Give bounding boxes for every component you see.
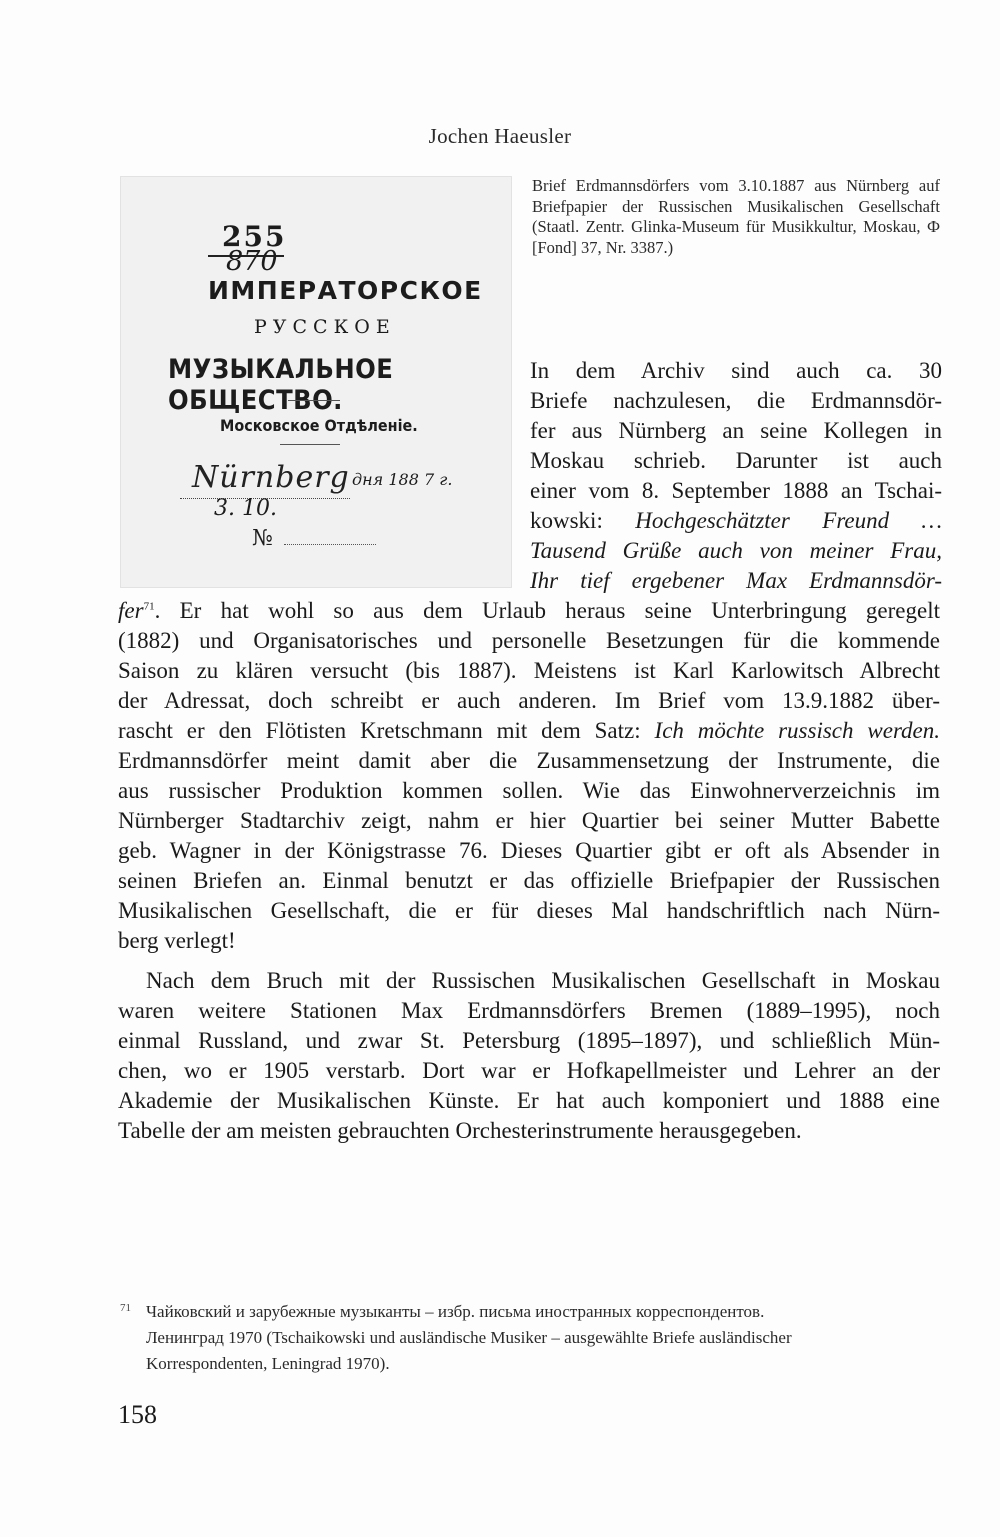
printed-number: 255 [222, 220, 287, 253]
handwritten-number: 870 [226, 246, 278, 277]
text-line [530, 508, 942, 534]
letterhead-branch: Московское Отдѣленіе. [220, 416, 418, 435]
text-line: aus russischer Produktion kommen sollen. Wie das Einwohnerverzeichnis im [118, 778, 940, 803]
handwritten-date: 3. 10. [214, 496, 277, 521]
letterhead-title: ИМПЕРАТОРСКОЕ [208, 276, 483, 305]
quote-run: Ich möchte russisch werden. [654, 718, 940, 743]
number-sign: № [252, 526, 273, 551]
text-line: chen, wo er 1905 verstarb. Dort war er Hofkapellmeister und Lehrer an der [118, 1058, 940, 1083]
text-line: Briefe nachzulesen, die Erdmannsdör- [530, 388, 942, 413]
footnote-line: Korrespondenten, Leningrad 1970). [146, 1354, 390, 1373]
quote-run: Ihr tief ergebener Max Erdmannsdör- [530, 568, 942, 593]
text-line: seinen Briefen an. Einmal benutzt er das offizielle Briefpapier der Russischen [118, 868, 940, 893]
text-line: Nach dem Bruch mit der Russischen Musikalischen Gesellschaft in Moskau [146, 968, 940, 993]
text-line [530, 538, 942, 564]
text-line: berg verlegt! [118, 928, 236, 953]
dotted-line [284, 544, 376, 545]
text-line [118, 718, 940, 744]
page-number: 158 [118, 1400, 157, 1429]
quote-run: Tausend Grüße auch von meiner Frau, [530, 538, 942, 563]
date-field-label: дня 188 7 г. [352, 470, 453, 489]
footnote-ref: 71 [143, 600, 155, 613]
text-line: (1882) und Organisatorisches und personelle Besetzungen für die kommende [118, 628, 940, 653]
text-line: waren weitere Stationen Max Erdmannsdörfers Bremen (1889–1995), noch [118, 998, 940, 1023]
text-line: fer aus Nürnberg an seine Kollegen in [530, 418, 942, 443]
footnote-line: Ленинград 1970 (Tschaikowski und ausländische Musiker – ausgewählte Briefe ausländischer [146, 1328, 792, 1347]
text-line: Erdmannsdörfer meint damit aber die Zusammensetzung der Instrumente, die [118, 748, 940, 773]
text-line: geb. Wagner in der Königstrasse 76. Dieses Quartier gibt er oft als Absender in [118, 838, 940, 863]
text-line: Musikalischen Gesellschaft, die er für dieses Mal handschriftlich nach Nürn- [118, 898, 940, 923]
text-run: rascht er den Flötisten Kretschmann mit dem Satz: [118, 718, 655, 743]
footnote-mark: 71 [120, 1302, 131, 1314]
text-run: kowski: [530, 508, 636, 533]
letterhead-russkoe: РУССКОЕ [254, 316, 396, 338]
text-line: In dem Archiv sind auch ca. 30 [530, 358, 942, 383]
text-line [530, 568, 942, 594]
text-line: Saison zu klären versucht (bis 1887). Meistens ist Karl Karlowitsch Albrecht [118, 658, 940, 683]
letterhead-figure [120, 176, 512, 588]
text-run: . Er hat wohl so aus dem Urlaub heraus seine Unterbringung geregelt [154, 598, 940, 623]
text-line: der Adressat, doch schreibt er auch anderen. Im Brief vom 13.9.1882 über- [118, 688, 940, 713]
quote-run: Hochgeschätzter Freund … [635, 508, 942, 533]
ornament-rule [280, 444, 340, 445]
text-line: Moskau schrieb. Darunter ist auch [530, 448, 942, 473]
running-head: Jochen Haeusler [428, 124, 572, 148]
text-line: einer vom 8. September 1888 an Tschai- [530, 478, 942, 503]
text-line [118, 598, 940, 624]
letterhead-society: МУЗЫКАЛЬНОЕ ОБЩЕСТВО. [168, 354, 394, 416]
figure-caption: Brief Erdmannsdörfers vom 3.10.1887 aus Nürnberg auf Briefpapier der Russischen Musikalischen Gesellschaft (Staatl. Zentr. Glinka-Museum für Musikkultur, Moskau, Ф [Fond] 37, Nr. 3387.) [532, 176, 940, 257]
handwritten-place: Nürnberg [192, 460, 350, 495]
footnote-line: Чайковский и зарубежные музыканты – избр. письма иностранных корреспондентов. [146, 1302, 765, 1321]
quote-run: fer [118, 598, 144, 623]
text-line: Tabelle der am meisten gebrauchten Orchesterinstrumente herausgegeben. [118, 1118, 802, 1143]
ornament-rule [288, 400, 340, 401]
text-line: Akademie der Musikalischen Künste. Er hat auch komponiert und 1888 eine [118, 1088, 940, 1113]
text-line: Nürnberger Stadtarchiv zeigt, nahm er hier Quartier bei seiner Mutter Babette [118, 808, 940, 833]
text-line: einmal Russland, und zwar St. Petersburg (1895–1897), und schließlich Mün- [118, 1028, 940, 1053]
